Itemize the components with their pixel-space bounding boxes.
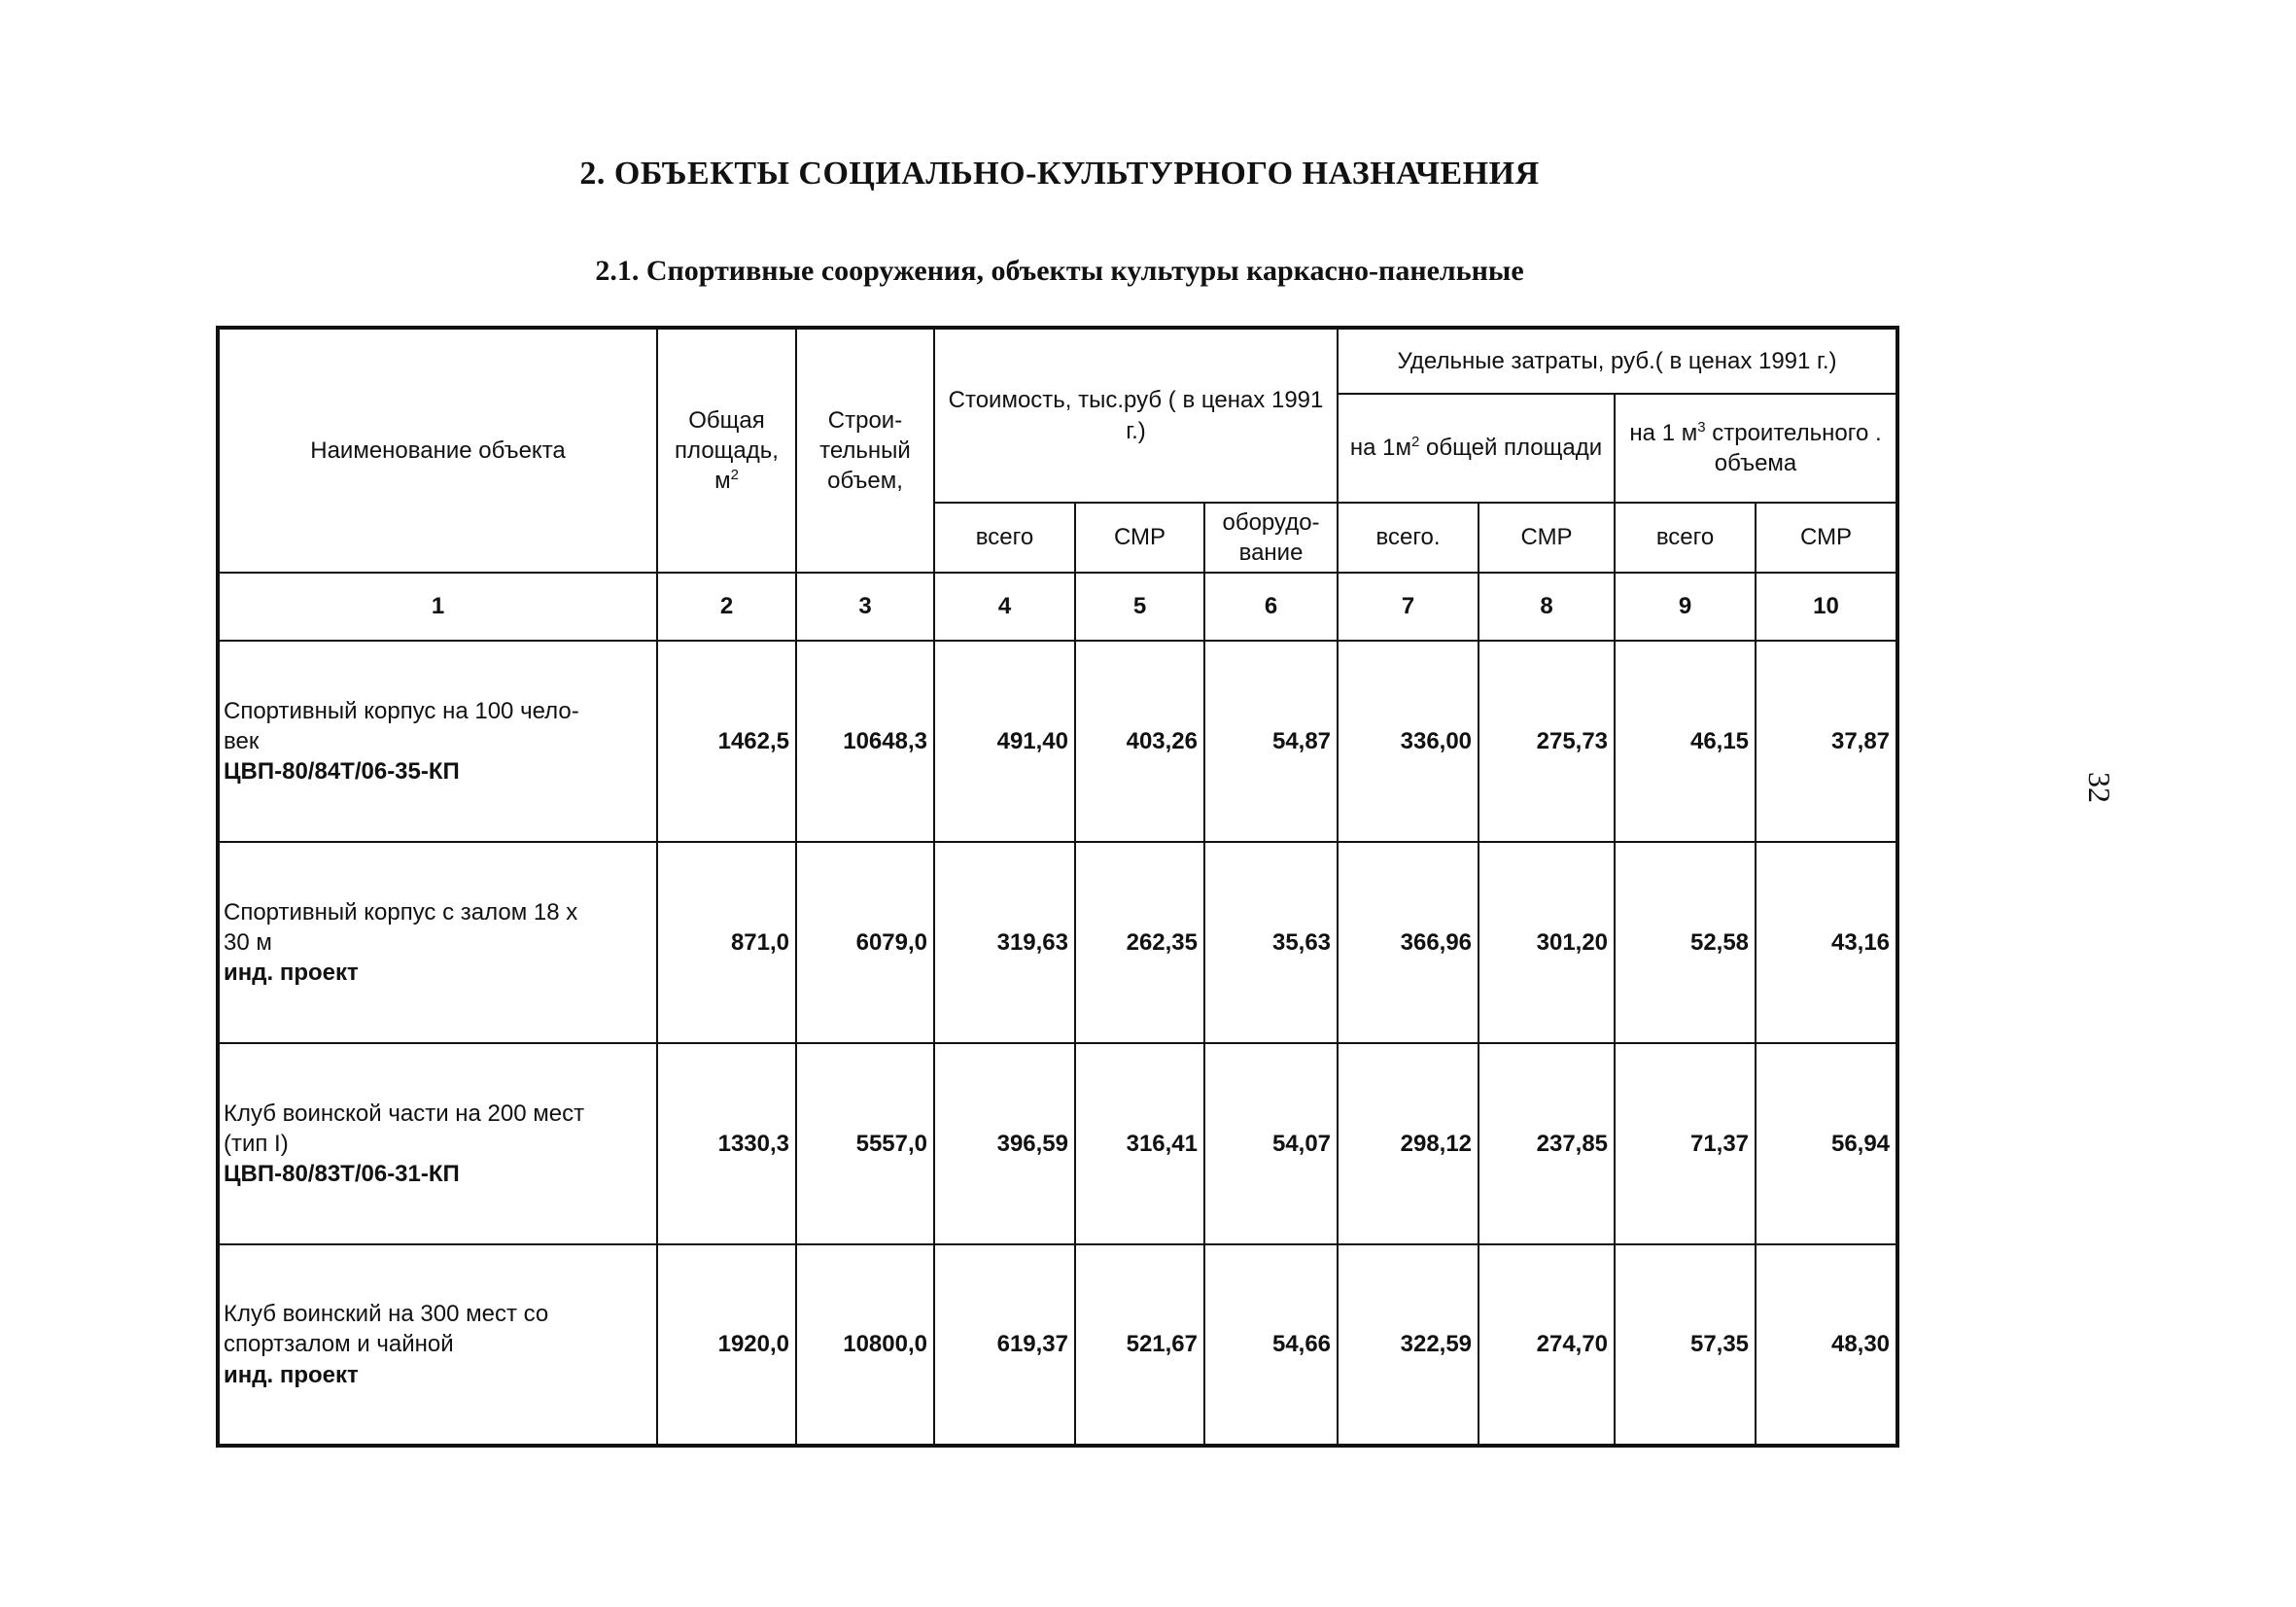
header-sub-total: всего	[934, 503, 1075, 573]
column-number: 3	[796, 573, 934, 641]
object-name-cell	[218, 1244, 657, 1446]
value-cell: 52,58	[1615, 842, 1756, 1043]
column-number: 8	[1478, 573, 1615, 641]
value-cell: 54,87	[1204, 641, 1338, 842]
object-name-line: Клуб воинской части на 200 мест	[224, 1100, 585, 1127]
value-cell: 619,37	[934, 1244, 1075, 1446]
table-row	[218, 1244, 1897, 1446]
value-cell: 1920,0	[657, 1244, 796, 1446]
project-code: инд. проект	[224, 960, 359, 987]
section-subtitle: 2.1. Спортивные сооружения, объекты культуры каркасно-панельные	[595, 255, 1524, 287]
value-cell: 274,70	[1478, 1244, 1615, 1446]
column-number: 9	[1615, 573, 1756, 641]
value-cell: 316,41	[1075, 1043, 1204, 1244]
value-cell: 1330,3	[657, 1043, 796, 1244]
value-cell: 521,67	[1075, 1244, 1204, 1446]
object-name-line: спортзалом и чайной	[224, 1331, 454, 1358]
table-row	[218, 641, 1897, 842]
header-sub-per-m2-total: всего.	[1338, 503, 1478, 573]
object-name-line: век	[224, 727, 260, 754]
value-cell: 54,66	[1204, 1244, 1338, 1446]
project-code: инд. проект	[224, 1361, 359, 1388]
value-cell: 322,59	[1338, 1244, 1478, 1446]
object-name-line: Клуб воинский на 300 мест со	[224, 1301, 549, 1328]
object-name-cell	[218, 842, 657, 1043]
object-name-cell	[218, 641, 657, 842]
value-cell: 396,59	[934, 1043, 1075, 1244]
column-number: 7	[1338, 573, 1478, 641]
value-cell: 48,30	[1756, 1244, 1897, 1446]
cost-table	[216, 326, 1899, 1448]
value-cell: 491,40	[934, 641, 1075, 842]
header-sub-per-m2-smr: СМР	[1478, 503, 1615, 573]
value-cell: 35,63	[1204, 842, 1338, 1043]
table-row	[218, 1043, 1897, 1244]
column-number: 4	[934, 573, 1075, 641]
value-cell: 57,35	[1615, 1244, 1756, 1446]
header-sub-per-m3-smr: СМР	[1756, 503, 1897, 573]
value-cell: 54,07	[1204, 1043, 1338, 1244]
header-sub-per-m3-total: всего	[1615, 503, 1756, 573]
value-cell: 71,37	[1615, 1043, 1756, 1244]
value-cell: 301,20	[1478, 842, 1615, 1043]
header-per-m2: на $1м^2$ общей площади	[1338, 394, 1615, 503]
value-cell: 6079,0	[796, 842, 934, 1043]
value-cell: 336,00	[1338, 641, 1478, 842]
column-number: 10	[1756, 573, 1897, 641]
page-number: 32	[2082, 772, 2117, 803]
column-number: 1	[218, 573, 657, 641]
column-number: 2	[657, 573, 796, 641]
object-name-line: Спортивный корпус с залом 18 х	[224, 898, 578, 926]
value-cell: 43,16	[1756, 842, 1897, 1043]
object-name-line: Спортивный корпус на 100 чело-	[224, 697, 579, 724]
value-cell: 56,94	[1756, 1043, 1897, 1244]
value-cell: 10648,3	[796, 641, 934, 842]
value-cell: 319,63	[934, 842, 1075, 1043]
document-title: 2. ОБЪЕКТЫ СОЦИАЛЬНО-КУЛЬТУРНОГО НАЗНАЧЕНИЯ	[579, 156, 1540, 192]
header-total-area: Общая площадь, $м^2$	[657, 328, 796, 573]
object-name-line: 30 м	[224, 928, 272, 956]
header-per-m3: на 1 $м^3$ строительного . объема	[1615, 394, 1897, 503]
header-object-name: Наименование объекта	[218, 328, 657, 573]
object-name-line: (тип I)	[224, 1130, 289, 1157]
project-code: ЦВП-80/83Т/06-31-КП	[224, 1161, 460, 1188]
value-cell: 37,87	[1756, 641, 1897, 842]
value-cell: 871,0	[657, 842, 796, 1043]
value-cell: 237,85	[1478, 1043, 1615, 1244]
value-cell: 403,26	[1075, 641, 1204, 842]
header-sub-smr: СМР	[1075, 503, 1204, 573]
table-row	[218, 842, 1897, 1043]
value-cell: 298,12	[1338, 1043, 1478, 1244]
value-cell: 46,15	[1615, 641, 1756, 842]
value-cell: 275,73	[1478, 641, 1615, 842]
header-building-volume: Строи-тельный объем,	[796, 328, 934, 573]
column-number: 6	[1204, 573, 1338, 641]
project-code: ЦВП-80/84Т/06-35-КП	[224, 758, 460, 786]
value-cell: 1462,5	[657, 641, 796, 842]
value-cell: 5557,0	[796, 1043, 934, 1244]
column-number: 5	[1075, 573, 1204, 641]
object-name-cell	[218, 1043, 657, 1244]
value-cell: 10800,0	[796, 1244, 934, 1446]
value-cell: 366,96	[1338, 842, 1478, 1043]
header-cost-group: Стоимость, тыс.руб ( в ценах 1991 г.)	[934, 328, 1338, 503]
header-specific-costs: Удельные затраты, руб.( в ценах 1991 г.)	[1338, 328, 1897, 394]
header-sub-equipment: оборудо-вание	[1204, 503, 1338, 573]
value-cell: 262,35	[1075, 842, 1204, 1043]
